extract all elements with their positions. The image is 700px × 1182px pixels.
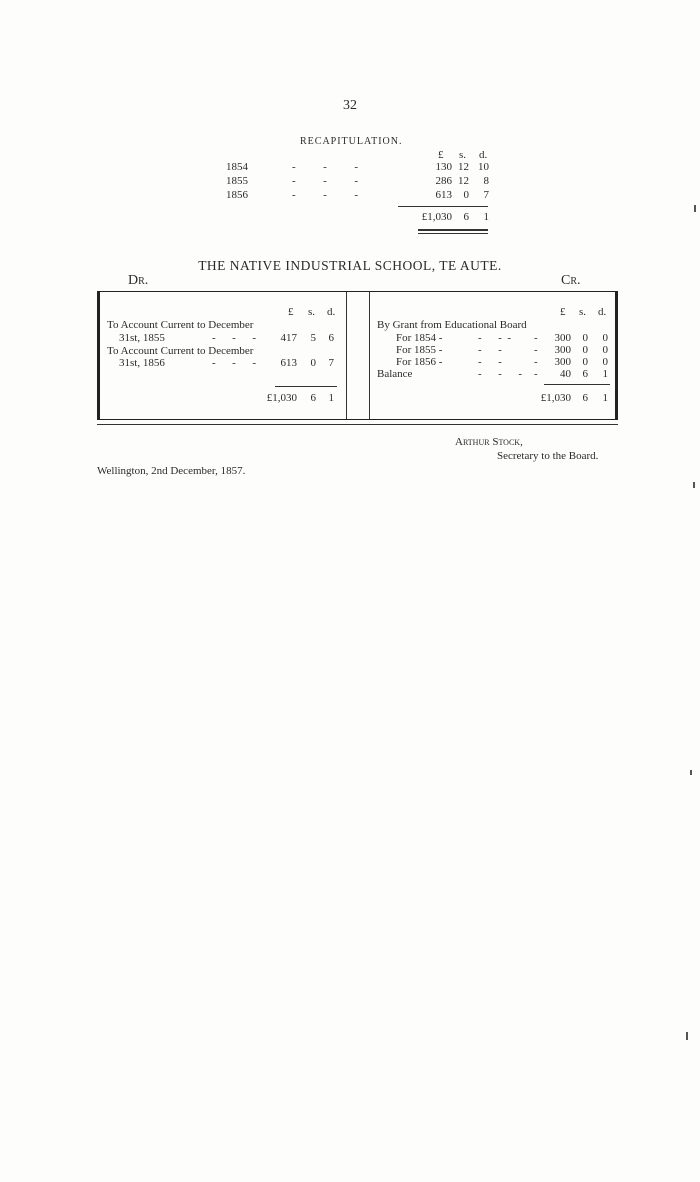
recapitulation-title: RECAPITULATION.: [300, 136, 403, 147]
credit-entry-shillings: 0: [582, 332, 588, 344]
column-divider-right: [369, 292, 370, 419]
credit-entry-shillings: 0: [582, 356, 588, 368]
recap-pounds: 286: [435, 175, 452, 187]
recap-total-pounds: £1,030: [421, 211, 452, 223]
credit-entry-label: For 1854 -: [396, 332, 443, 344]
recap-dashes: - - -: [292, 161, 358, 173]
credit-entry-pounds: 300: [554, 332, 571, 344]
scan-mark: [686, 1032, 688, 1040]
recap-year: 1856: [226, 189, 248, 201]
credit-entry-pence: 1: [602, 368, 608, 380]
recap-shillings: 0: [463, 189, 469, 201]
credit-entry-dash: -: [534, 368, 538, 380]
debit-entry-shillings: 0: [310, 357, 316, 369]
credit-entry-label: For 1856 -: [396, 356, 443, 368]
recap-shillings: 12: [458, 161, 469, 173]
scan-mark: [693, 482, 695, 488]
recap-header-pounds: £: [438, 149, 444, 161]
column-divider-left: [346, 292, 347, 419]
debit-entry-pounds: 417: [280, 332, 297, 344]
credit-entry-shillings: 0: [582, 344, 588, 356]
scan-mark: [694, 205, 696, 212]
recap-pence: 8: [483, 175, 489, 187]
credit-label: Cr.: [561, 273, 581, 288]
recap-double-rule-top: [418, 229, 488, 231]
credit-header-shillings: s.: [579, 306, 587, 318]
credit-entry-label: Balance: [377, 368, 413, 380]
debit-label: Dr.: [128, 273, 149, 288]
recap-dashes: - - -: [292, 189, 358, 201]
debit-total-shillings: 6: [310, 392, 316, 404]
recap-total-shillings: 6: [463, 211, 469, 223]
recap-pounds: 613: [435, 189, 452, 201]
recap-header-pence: d.: [479, 149, 488, 161]
recap-shillings: 12: [458, 175, 469, 187]
debit-entry-pence: 7: [328, 357, 334, 369]
recap-year: 1854: [226, 161, 248, 173]
signature-title: Secretary to the Board.: [497, 450, 599, 462]
credit-entry-pounds: 40: [560, 368, 571, 380]
credit-entry-shillings: 6: [582, 368, 588, 380]
recap-total-pence: 1: [483, 211, 489, 223]
credit-entry-dashes: - - -: [478, 368, 522, 380]
credit-entry-dash: -: [534, 356, 538, 368]
debit-entry-dashes: - - -: [212, 357, 256, 369]
debit-entry-pounds: 613: [280, 357, 297, 369]
recap-pounds: 130: [435, 161, 452, 173]
debit-header-pounds: £: [288, 306, 294, 318]
credit-entry-pounds: 300: [554, 344, 571, 356]
credit-entry-pence: 0: [602, 356, 608, 368]
credit-entry-pounds: 300: [554, 356, 571, 368]
recap-dashes: - - -: [292, 175, 358, 187]
credit-entry-dashes: - -: [478, 356, 502, 368]
debit-header-pence: d.: [327, 306, 336, 318]
debit-entry-date: 31st, 1856: [119, 357, 165, 369]
page-number: 32: [343, 98, 357, 113]
recap-year: 1855: [226, 175, 248, 187]
credit-heading: By Grant from Educational Board: [377, 319, 527, 331]
credit-entry-label: For 1855 -: [396, 344, 443, 356]
credit-total-shillings: 6: [582, 392, 588, 404]
credit-entry-dash: -: [534, 344, 538, 356]
credit-header-pounds: £: [560, 306, 566, 318]
recap-sum-rule: [398, 206, 488, 207]
account-bottom-rule: [97, 424, 618, 425]
recap-header-shillings: s.: [459, 149, 467, 161]
debit-total-pounds: £1,030: [266, 392, 297, 404]
credit-entry-dashes: - -: [478, 344, 502, 356]
debit-entry-pence: 6: [328, 332, 334, 344]
debit-entry-label: To Account Current to December: [107, 345, 254, 357]
credit-entry-dash: -: [534, 332, 538, 344]
recap-pence: 7: [483, 189, 489, 201]
debit-entry-date: 31st, 1855: [119, 332, 165, 344]
recap-double-rule-bottom: [418, 233, 488, 234]
recap-pence: 10: [478, 161, 489, 173]
credit-sum-rule: [544, 384, 610, 385]
place-date: Wellington, 2nd December, 1857.: [97, 465, 246, 477]
debit-sum-rule: [275, 386, 337, 387]
debit-entry-dashes: - - -: [212, 332, 256, 344]
debit-header-shillings: s.: [308, 306, 316, 318]
debit-entry-label: To Account Current to December: [107, 319, 254, 331]
credit-header-pence: d.: [598, 306, 607, 318]
credit-entry-pence: 0: [602, 332, 608, 344]
credit-entry-dashes: - - -: [478, 332, 511, 344]
credit-total-pounds: £1,030: [540, 392, 571, 404]
debit-entry-shillings: 5: [310, 332, 316, 344]
credit-total-pence: 1: [602, 392, 608, 404]
signature-name: Arthur Stock,: [455, 436, 523, 448]
scan-mark: [690, 770, 692, 775]
credit-entry-pence: 0: [602, 344, 608, 356]
school-account-title: THE NATIVE INDUSTRIAL SCHOOL, TE AUTE.: [198, 258, 502, 273]
debit-total-pence: 1: [328, 392, 334, 404]
